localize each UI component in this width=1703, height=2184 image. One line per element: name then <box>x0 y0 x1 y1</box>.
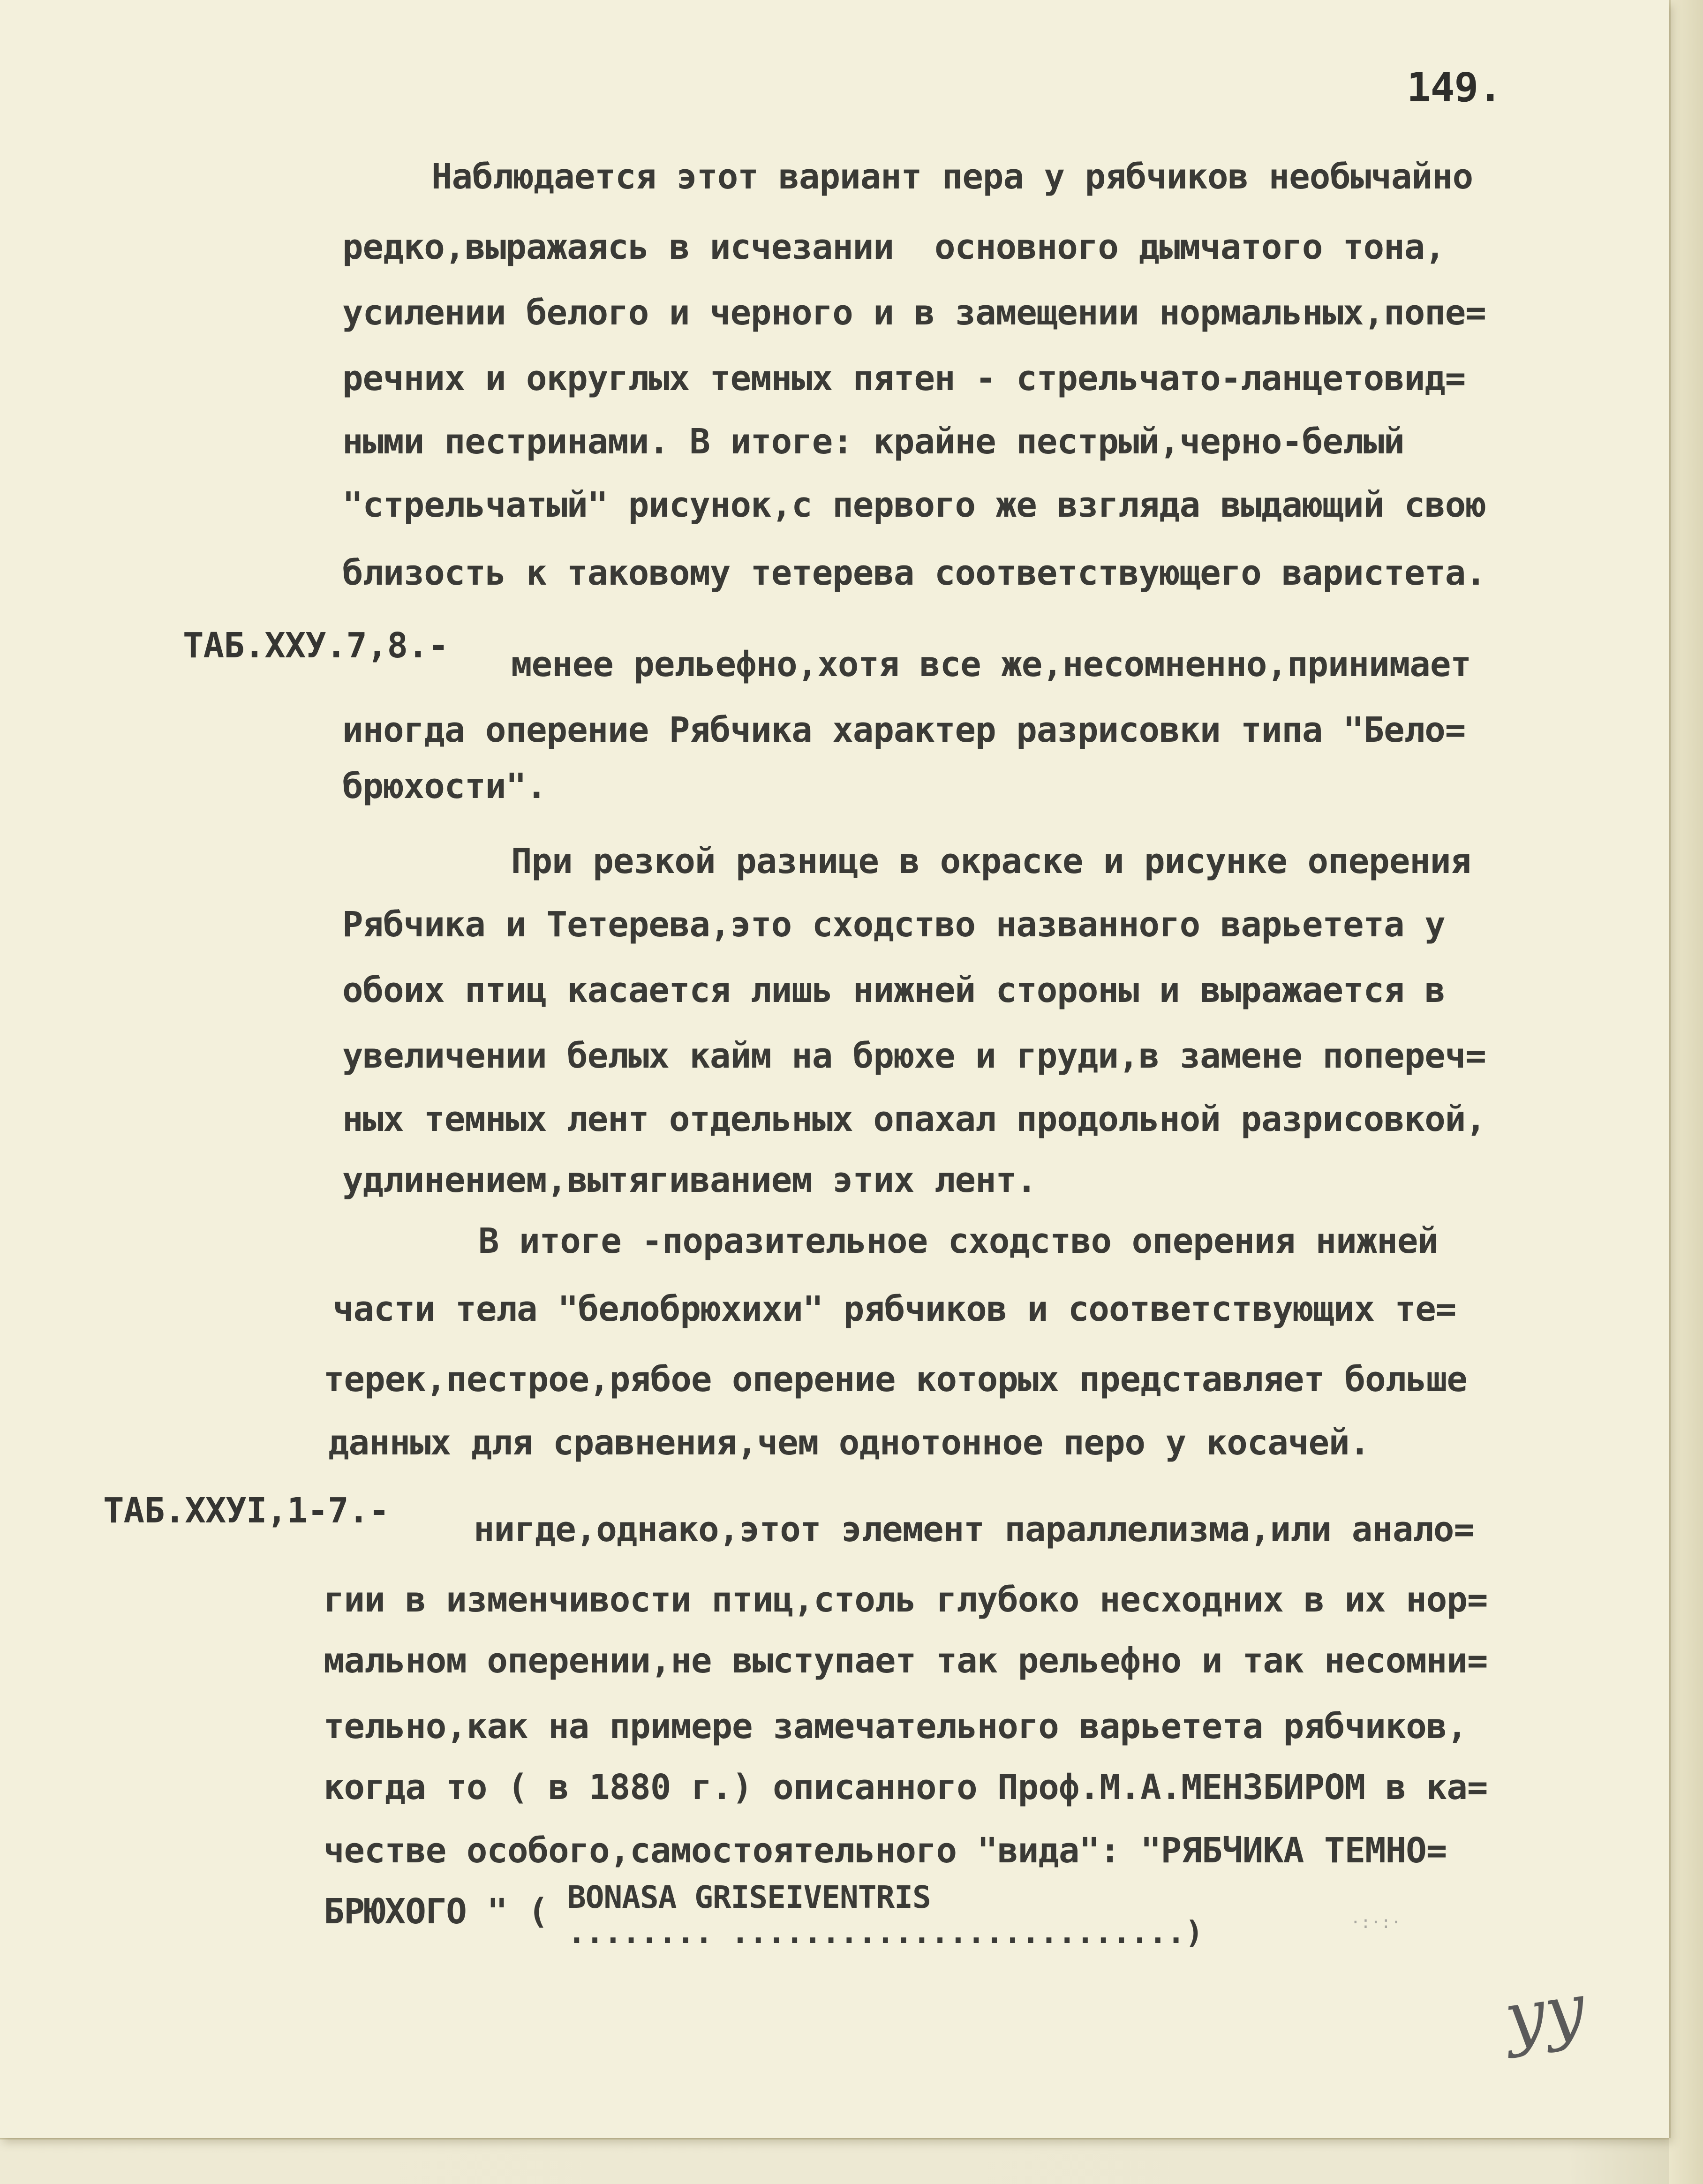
page-bottom-edge <box>0 2138 1669 2139</box>
text-line: честве особого,самостоятельного "вида": "РЯБЧИКА ТЕМНО= <box>324 1830 1447 1871</box>
text-line: редко,выражаясь в исчезании основного дымчатого тона, <box>342 227 1445 267</box>
page-edge-line <box>1669 0 1671 2138</box>
text-line: нигде,однако,этот элемент параллелизма,или анало= <box>474 1509 1475 1550</box>
text-line: При резкой разнице в окраске и рисунке оперения <box>511 841 1471 881</box>
handwritten-annotation: yy <box>1500 1968 1590 2060</box>
text-line: тельно,как на примере замечательного варьетета рябчиков, <box>324 1706 1467 1747</box>
text-line: брюхости". <box>342 766 547 806</box>
text-line: усилении белого и черного и в замещении нормальных,попе= <box>342 293 1486 333</box>
text-line: ных темных лент отдельных опахал продольной разрисовкой, <box>342 1099 1486 1139</box>
text-line: увеличении белых кайм на брюхе и груди,в замене попереч= <box>342 1036 1486 1076</box>
text-line: менее рельефно,хотя все же,несомненно,принимает <box>511 644 1471 685</box>
text-line: Наблюдается этот вариант пера у рябчиков необычайно <box>431 157 1473 197</box>
text-line: гии в изменчивости птиц,столь глубоко несходних в их нор= <box>324 1580 1488 1620</box>
dotted-line: ........ .........................) <box>567 1914 1203 1951</box>
text-line: когда то ( в 1880 г.) описанного Проф.М.А.МЕНЗБИРОМ в ка= <box>324 1767 1488 1807</box>
text-line: иногда оперение Рябчика характер разрисовки типа "Бело= <box>342 710 1466 750</box>
margin-reference: ТАБ.XXУI,1-7.- <box>103 1491 389 1531</box>
text-line: терек,пестрое,рябое оперение которых представляет больше <box>324 1359 1467 1400</box>
text-line: удлинением,вытягиванием этих лент. <box>342 1160 1037 1200</box>
latin-species-name: BONASA GRISEIVENTRIS <box>567 1879 931 1915</box>
text-line: "стрельчатый" рисунок,с первого же взгляда выдающий свою <box>342 485 1486 525</box>
faint-stamp-mark: ·:·:· <box>1350 1913 1402 1932</box>
text-line: данных для сравнения,чем однотонное перо у косачей. <box>328 1423 1370 1463</box>
text-line: мальном оперении,не выступает так рельефно и так несомни= <box>324 1641 1488 1681</box>
page-stack-edge <box>1669 0 1703 2184</box>
text-line: БРЮХОГО " ( <box>324 1891 549 1932</box>
text-line: части тела "белобрюхихи" рябчиков и соответствующих те= <box>333 1289 1456 1329</box>
text-line: ными пестринами. В итоге: крайне пестрый,черно-белый <box>342 422 1404 462</box>
text-line: Рябчика и Тетерева,это сходство названного варьетета у <box>342 904 1445 945</box>
margin-reference: ТАБ.XXУ.7,8.- <box>183 625 449 666</box>
text-line: В итоге -поразительное сходство оперения нижней <box>478 1221 1438 1261</box>
text-line: обоих птиц касается лишь нижней стороны и выражается в <box>342 970 1445 1010</box>
text-line: речних и округлых темных пятен - стрельчато-ланцетовид= <box>342 358 1466 399</box>
page-number: 149. <box>1407 64 1502 111</box>
text-line: близость к таковому тетерева соответствующего варистета. <box>342 553 1486 593</box>
